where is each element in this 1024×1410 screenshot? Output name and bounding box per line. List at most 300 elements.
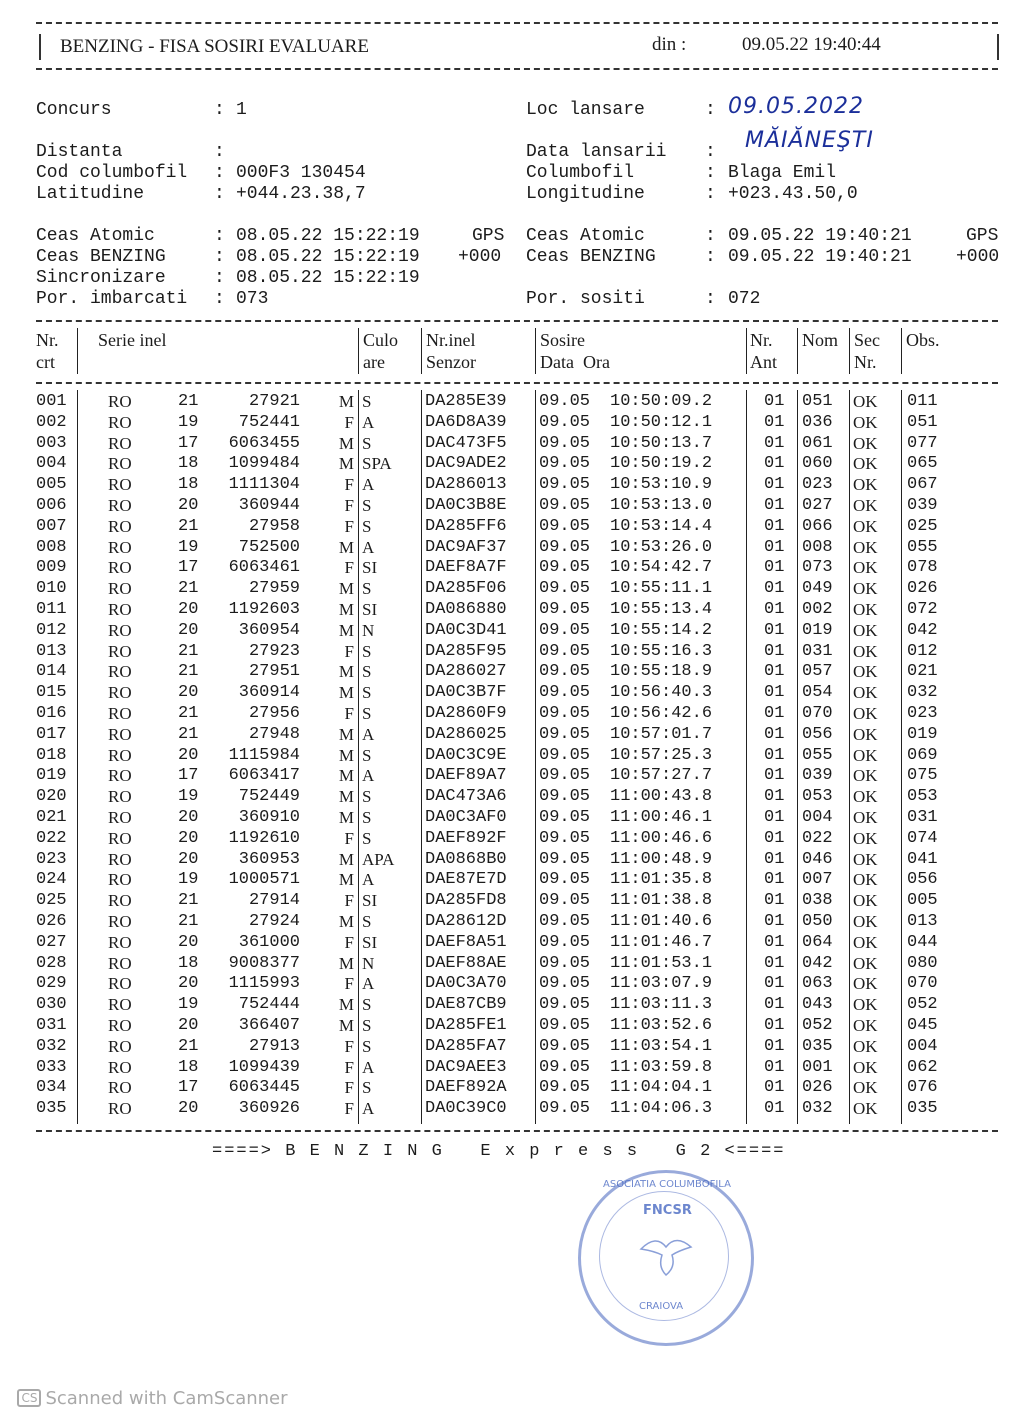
info-left-value: 08.05.22 15:22:19	[236, 247, 420, 267]
cell-nom: 060	[802, 454, 833, 474]
cell-color: S	[362, 745, 372, 765]
info-left-sep: :	[214, 142, 225, 162]
info-left-suffix: +000	[458, 247, 502, 267]
cell-sex: F	[344, 1099, 354, 1119]
info-left-sep: :	[214, 268, 225, 288]
cell-date: 09.05	[539, 995, 591, 1015]
cell-color: S	[362, 662, 372, 682]
table-row	[0, 787, 1024, 807]
stamp-text-top: ASOCIATIA COLUMBOFILA	[603, 1179, 731, 1190]
cell-ring: 1099484	[228, 454, 300, 474]
cell-sec: OK	[853, 912, 878, 931]
cell-sec: OK	[853, 974, 878, 994]
cell-color: A	[362, 1099, 375, 1119]
cell-sex: M	[338, 662, 354, 682]
cell-obs: 011	[907, 392, 938, 411]
cell-ant: 01	[764, 808, 785, 827]
cell-nom: 054	[802, 683, 833, 703]
cell-year: 20	[178, 1099, 199, 1119]
cell-nom: 002	[802, 600, 833, 619]
cell-ant: 01	[764, 787, 785, 807]
cell-nr: 018	[36, 745, 67, 765]
col-divider	[797, 328, 798, 374]
cell-ant: 01	[764, 1016, 785, 1035]
title-box-right-border	[997, 34, 999, 60]
cell-sec: OK	[853, 953, 878, 973]
cell-obs: 039	[907, 496, 938, 515]
cell-sec: OK	[853, 620, 878, 640]
cell-nom: 027	[802, 496, 833, 515]
cell-nr: 032	[36, 1036, 67, 1056]
cell-color: S	[362, 1016, 372, 1035]
cell-color: A	[362, 724, 375, 744]
cell-time: 10:50:12.1	[610, 412, 713, 432]
cell-nom: 061	[802, 433, 833, 453]
cell-nom: 064	[802, 932, 833, 952]
header-senzor-1: Nr.inel	[426, 330, 476, 350]
cell-sensor: DA285F06	[425, 579, 507, 599]
cell-nom: 066	[802, 516, 833, 536]
table-row	[0, 850, 1024, 870]
cell-nr: 026	[36, 912, 67, 931]
table-row	[0, 392, 1024, 412]
cell-sec: OK	[853, 1057, 878, 1077]
cell-sex: F	[344, 496, 354, 515]
cell-date: 09.05	[539, 891, 591, 911]
table-row	[0, 829, 1024, 849]
header-sec-2: Nr.	[854, 352, 877, 372]
cell-sec: OK	[853, 537, 878, 557]
cell-sensor: DAC9ADE2	[425, 454, 507, 474]
cell-ant: 01	[764, 496, 785, 515]
cell-ring: 27924	[248, 912, 300, 931]
info-left-label: Cod columbofil	[36, 163, 188, 183]
cell-obs: 004	[907, 1036, 938, 1056]
cell-date: 09.05	[539, 828, 591, 848]
cell-nom: 056	[802, 724, 833, 744]
info-left-sep: :	[214, 247, 225, 267]
cell-date: 09.05	[539, 412, 591, 432]
cell-country: RO	[108, 412, 132, 432]
cell-nr: 031	[36, 1016, 67, 1035]
cell-obs: 012	[907, 641, 938, 661]
cell-sensor: DA285F95	[425, 641, 507, 661]
info-left-label: Distanta	[36, 142, 123, 162]
table-row	[0, 704, 1024, 724]
info-left-label: Sincronizare	[36, 268, 166, 288]
header-obs: Obs.	[906, 330, 940, 350]
cell-year: 20	[178, 745, 199, 765]
cell-sensor: DA0868B0	[425, 849, 507, 869]
cell-sex: F	[344, 1078, 354, 1098]
cell-obs: 019	[907, 724, 938, 744]
cell-sex: F	[344, 704, 354, 723]
table-row	[0, 1016, 1024, 1036]
cell-sensor: DA285FE1	[425, 1016, 507, 1035]
cell-color: SPA	[362, 454, 392, 474]
cell-year: 21	[178, 392, 199, 411]
cell-color: A	[362, 870, 375, 890]
cell-nom: 052	[802, 1016, 833, 1035]
cell-ant: 01	[764, 912, 785, 931]
cell-sec: OK	[853, 496, 878, 515]
info-right-value: +023.43.50,0	[728, 184, 858, 204]
info-right-suffix: +000	[956, 247, 1000, 267]
header-sosire-2: Data Ora	[540, 352, 610, 372]
cell-sex: M	[338, 392, 354, 411]
cell-color: S	[362, 1078, 372, 1098]
cell-sensor: DA2860F9	[425, 704, 507, 723]
cell-nr: 020	[36, 787, 67, 807]
cell-sec: OK	[853, 683, 878, 703]
cell-sensor: DA285FA7	[425, 1036, 507, 1056]
cell-sensor: DAEF892F	[425, 828, 507, 848]
cell-sec: OK	[853, 724, 878, 744]
cell-country: RO	[108, 808, 132, 827]
cell-date: 09.05	[539, 579, 591, 599]
cell-sex: M	[338, 787, 354, 807]
cell-year: 19	[178, 995, 199, 1015]
info-right-sep: :	[705, 184, 716, 204]
cell-ant: 01	[764, 766, 785, 786]
info-left-value: 1	[236, 100, 247, 120]
cell-sex: M	[338, 724, 354, 744]
cell-sensor: DA6D8A39	[425, 412, 507, 432]
cell-ring: 360910	[238, 808, 300, 827]
cell-year: 21	[178, 704, 199, 723]
table-row	[0, 683, 1024, 703]
info-right-sep: :	[705, 142, 716, 162]
cell-year: 17	[178, 1078, 199, 1098]
camscanner-logo-icon: CS	[17, 1389, 41, 1407]
cell-sex: M	[338, 579, 354, 599]
cell-year: 19	[178, 412, 199, 432]
cell-sex: F	[344, 641, 354, 661]
cell-sec: OK	[853, 849, 878, 869]
cell-obs: 075	[907, 766, 938, 786]
cell-time: 10:54:42.7	[610, 558, 713, 578]
cell-year: 20	[178, 620, 199, 640]
cell-sec: OK	[853, 1016, 878, 1035]
cell-sensor: DA0C3AF0	[425, 808, 507, 827]
cell-nr: 006	[36, 496, 67, 515]
cell-nr: 004	[36, 454, 67, 474]
cell-sensor: DAEF892A	[425, 1078, 507, 1098]
cell-date: 09.05	[539, 1099, 591, 1119]
table-row	[0, 621, 1024, 641]
cell-ring: 752444	[238, 995, 300, 1015]
cell-sensor: DAEF88AE	[425, 953, 507, 973]
cell-date: 09.05	[539, 600, 591, 619]
cell-ring: 1115993	[228, 974, 300, 994]
cell-time: 11:00:46.6	[610, 828, 713, 848]
cell-obs: 062	[907, 1057, 938, 1077]
cell-nr: 021	[36, 808, 67, 827]
title-box-bottom-border	[36, 68, 998, 70]
cell-year: 20	[178, 974, 199, 994]
cell-ant: 01	[764, 537, 785, 557]
info-right-label: Ceas Atomic	[526, 226, 645, 246]
cell-date: 09.05	[539, 1016, 591, 1035]
cell-ant: 01	[764, 412, 785, 432]
cell-ring: 27959	[248, 579, 300, 599]
cell-sec: OK	[853, 600, 878, 619]
info-right-value: 09.05.22 19:40:21	[728, 247, 912, 267]
table-row	[0, 766, 1024, 786]
cell-country: RO	[108, 828, 132, 848]
cell-ant: 01	[764, 1099, 785, 1119]
cell-country: RO	[108, 1016, 132, 1035]
cell-date: 09.05	[539, 787, 591, 807]
cell-nr: 024	[36, 870, 67, 890]
cell-ring: 27913	[248, 1036, 300, 1056]
cell-color: S	[362, 392, 372, 411]
cell-year: 20	[178, 683, 199, 703]
table-row	[0, 413, 1024, 433]
cell-year: 21	[178, 912, 199, 931]
col-divider	[535, 328, 536, 374]
cell-nom: 038	[802, 891, 833, 911]
cell-time: 11:01:46.7	[610, 932, 713, 952]
cell-nom: 053	[802, 787, 833, 807]
table-row	[0, 475, 1024, 495]
table-row	[0, 538, 1024, 558]
cell-sensor: DA28612D	[425, 912, 507, 931]
cell-ant: 01	[764, 454, 785, 474]
cell-year: 17	[178, 433, 199, 453]
cell-time: 11:03:07.9	[610, 974, 713, 994]
cell-sec: OK	[853, 808, 878, 827]
cell-color: SI	[362, 558, 378, 578]
cell-country: RO	[108, 995, 132, 1015]
cell-sensor: DAE87E7D	[425, 870, 507, 890]
cell-sec: OK	[853, 932, 878, 952]
cell-ant: 01	[764, 1036, 785, 1056]
cell-nom: 055	[802, 745, 833, 765]
cell-time: 10:56:42.6	[610, 704, 713, 723]
cell-obs: 052	[907, 995, 938, 1015]
cell-date: 09.05	[539, 496, 591, 515]
cell-sec: OK	[853, 1099, 878, 1119]
table-row	[0, 642, 1024, 662]
cell-time: 11:01:35.8	[610, 870, 713, 890]
cell-sex: M	[338, 745, 354, 765]
cell-year: 21	[178, 662, 199, 682]
cell-color: S	[362, 683, 372, 703]
cell-obs: 026	[907, 579, 938, 599]
cell-time: 11:03:52.6	[610, 1016, 713, 1035]
cell-country: RO	[108, 516, 132, 536]
cell-country: RO	[108, 704, 132, 723]
cell-ant: 01	[764, 392, 785, 411]
cell-year: 20	[178, 600, 199, 619]
cell-ring: 27948	[248, 724, 300, 744]
cell-obs: 035	[907, 1099, 938, 1119]
cell-obs: 021	[907, 662, 938, 682]
info-right-label: Loc lansare	[526, 100, 645, 120]
cell-sec: OK	[853, 579, 878, 599]
cell-sensor: DA0C3B8E	[425, 496, 507, 515]
info-right-value: 09.05.22 19:40:21	[728, 226, 912, 246]
col-divider	[77, 328, 78, 374]
cell-nr: 019	[36, 766, 67, 786]
cell-time: 10:56:40.3	[610, 683, 713, 703]
cell-sensor: DA0C3D41	[425, 620, 507, 640]
info-right-label: Data lansarii	[526, 142, 667, 162]
cell-color: S	[362, 641, 372, 661]
cell-date: 09.05	[539, 724, 591, 744]
cell-color: S	[362, 828, 372, 848]
cell-ant: 01	[764, 475, 785, 495]
cell-sex: F	[344, 558, 354, 578]
cell-time: 10:53:14.4	[610, 516, 713, 536]
cell-nom: 019	[802, 620, 833, 640]
cell-ring: 27914	[248, 891, 300, 911]
cell-ant: 01	[764, 704, 785, 723]
cell-obs: 051	[907, 412, 938, 432]
col-divider	[901, 328, 902, 374]
cell-country: RO	[108, 392, 132, 411]
header-nr-2: crt	[36, 352, 55, 372]
cell-nom: 043	[802, 995, 833, 1015]
cell-sec: OK	[853, 1036, 878, 1056]
header-nom: Nom	[802, 330, 838, 350]
cell-color: S	[362, 808, 372, 827]
cell-nr: 023	[36, 849, 67, 869]
cell-nr: 010	[36, 579, 67, 599]
cell-year: 20	[178, 808, 199, 827]
cell-sec: OK	[853, 787, 878, 807]
cell-time: 10:57:01.7	[610, 724, 713, 744]
cell-ant: 01	[764, 891, 785, 911]
cell-ant: 01	[764, 579, 785, 599]
header-sosire-1: Sosire	[540, 330, 585, 350]
cell-time: 11:00:48.9	[610, 849, 713, 869]
cell-ring: 1000571	[228, 870, 300, 890]
col-divider	[746, 328, 747, 374]
table-row	[0, 1078, 1024, 1098]
cell-country: RO	[108, 433, 132, 453]
cell-obs: 076	[907, 1078, 938, 1098]
info-left-value: 08.05.22 15:22:19	[236, 226, 420, 246]
info-left-label: Concurs	[36, 100, 112, 120]
table-row	[0, 954, 1024, 974]
cell-nom: 039	[802, 766, 833, 786]
cell-obs: 041	[907, 849, 938, 869]
info-left-value: 073	[236, 289, 269, 309]
cell-sex: M	[338, 683, 354, 703]
cell-country: RO	[108, 662, 132, 682]
table-row	[0, 1037, 1024, 1057]
cell-date: 09.05	[539, 849, 591, 869]
cell-year: 21	[178, 641, 199, 661]
cell-obs: 023	[907, 704, 938, 723]
cell-time: 11:03:11.3	[610, 995, 713, 1015]
cell-sex: F	[344, 412, 354, 432]
cell-color: A	[362, 766, 375, 786]
cell-sex: F	[344, 1057, 354, 1077]
cell-date: 09.05	[539, 953, 591, 973]
cell-country: RO	[108, 912, 132, 931]
header-ant-2: Ant	[750, 352, 777, 372]
cell-obs: 013	[907, 912, 938, 931]
cell-nr: 003	[36, 433, 67, 453]
cell-ant: 01	[764, 620, 785, 640]
cell-date: 09.05	[539, 641, 591, 661]
cell-sec: OK	[853, 828, 878, 848]
cell-year: 18	[178, 475, 199, 495]
cell-year: 21	[178, 1036, 199, 1056]
info-right-sep: :	[705, 289, 716, 309]
cell-sec: OK	[853, 475, 878, 495]
info-left-sep: :	[214, 226, 225, 246]
cell-obs: 056	[907, 870, 938, 890]
cell-obs: 031	[907, 808, 938, 827]
cell-ring: 6063455	[228, 433, 300, 453]
cell-obs: 077	[907, 433, 938, 453]
cell-sex: M	[338, 849, 354, 869]
cell-ant: 01	[764, 516, 785, 536]
cell-ring: 1192603	[228, 600, 300, 619]
cell-sex: F	[344, 891, 354, 911]
cell-obs: 045	[907, 1016, 938, 1035]
cell-year: 18	[178, 953, 199, 973]
info-right-sep: :	[705, 247, 716, 267]
cell-sensor: DAC9AF37	[425, 537, 507, 557]
cell-nr: 014	[36, 662, 67, 682]
info-right-label: Columbofil	[526, 163, 635, 183]
cell-time: 11:00:46.1	[610, 808, 713, 827]
info-left-sep: :	[214, 100, 225, 120]
cell-color: A	[362, 537, 375, 557]
cell-color: A	[362, 412, 375, 432]
cell-color: S	[362, 579, 372, 599]
cell-color: SI	[362, 891, 378, 911]
table-row	[0, 870, 1024, 890]
cell-ring: 360944	[238, 496, 300, 515]
cell-nom: 046	[802, 849, 833, 869]
table-row	[0, 558, 1024, 578]
cell-ring: 6063445	[228, 1078, 300, 1098]
cell-sex: F	[344, 974, 354, 994]
cell-time: 11:01:38.8	[610, 891, 713, 911]
camscanner-watermark	[6, 1366, 288, 1410]
cell-sensor: DA0C3A70	[425, 974, 507, 994]
cell-year: 19	[178, 787, 199, 807]
cell-nom: 035	[802, 1036, 833, 1056]
cell-year: 21	[178, 891, 199, 911]
cell-year: 19	[178, 537, 199, 557]
cell-sensor: DAEF89A7	[425, 766, 507, 786]
cell-nr: 035	[36, 1099, 67, 1119]
cell-ring: 360914	[238, 683, 300, 703]
table-row	[0, 1058, 1024, 1078]
report-date-label: din :	[652, 34, 687, 55]
cell-sensor: DA285FD8	[425, 891, 507, 911]
association-stamp	[578, 1170, 754, 1346]
cell-sec: OK	[853, 891, 878, 911]
cell-sex: F	[344, 516, 354, 536]
cell-country: RO	[108, 766, 132, 786]
cell-country: RO	[108, 724, 132, 744]
table-bottom-separator	[36, 1130, 998, 1132]
cell-sec: OK	[853, 516, 878, 536]
cell-sensor: DA0C3B7F	[425, 683, 507, 703]
cell-time: 11:00:43.8	[610, 787, 713, 807]
cell-date: 09.05	[539, 454, 591, 474]
cell-nr: 027	[36, 932, 67, 952]
table-row	[0, 662, 1024, 682]
